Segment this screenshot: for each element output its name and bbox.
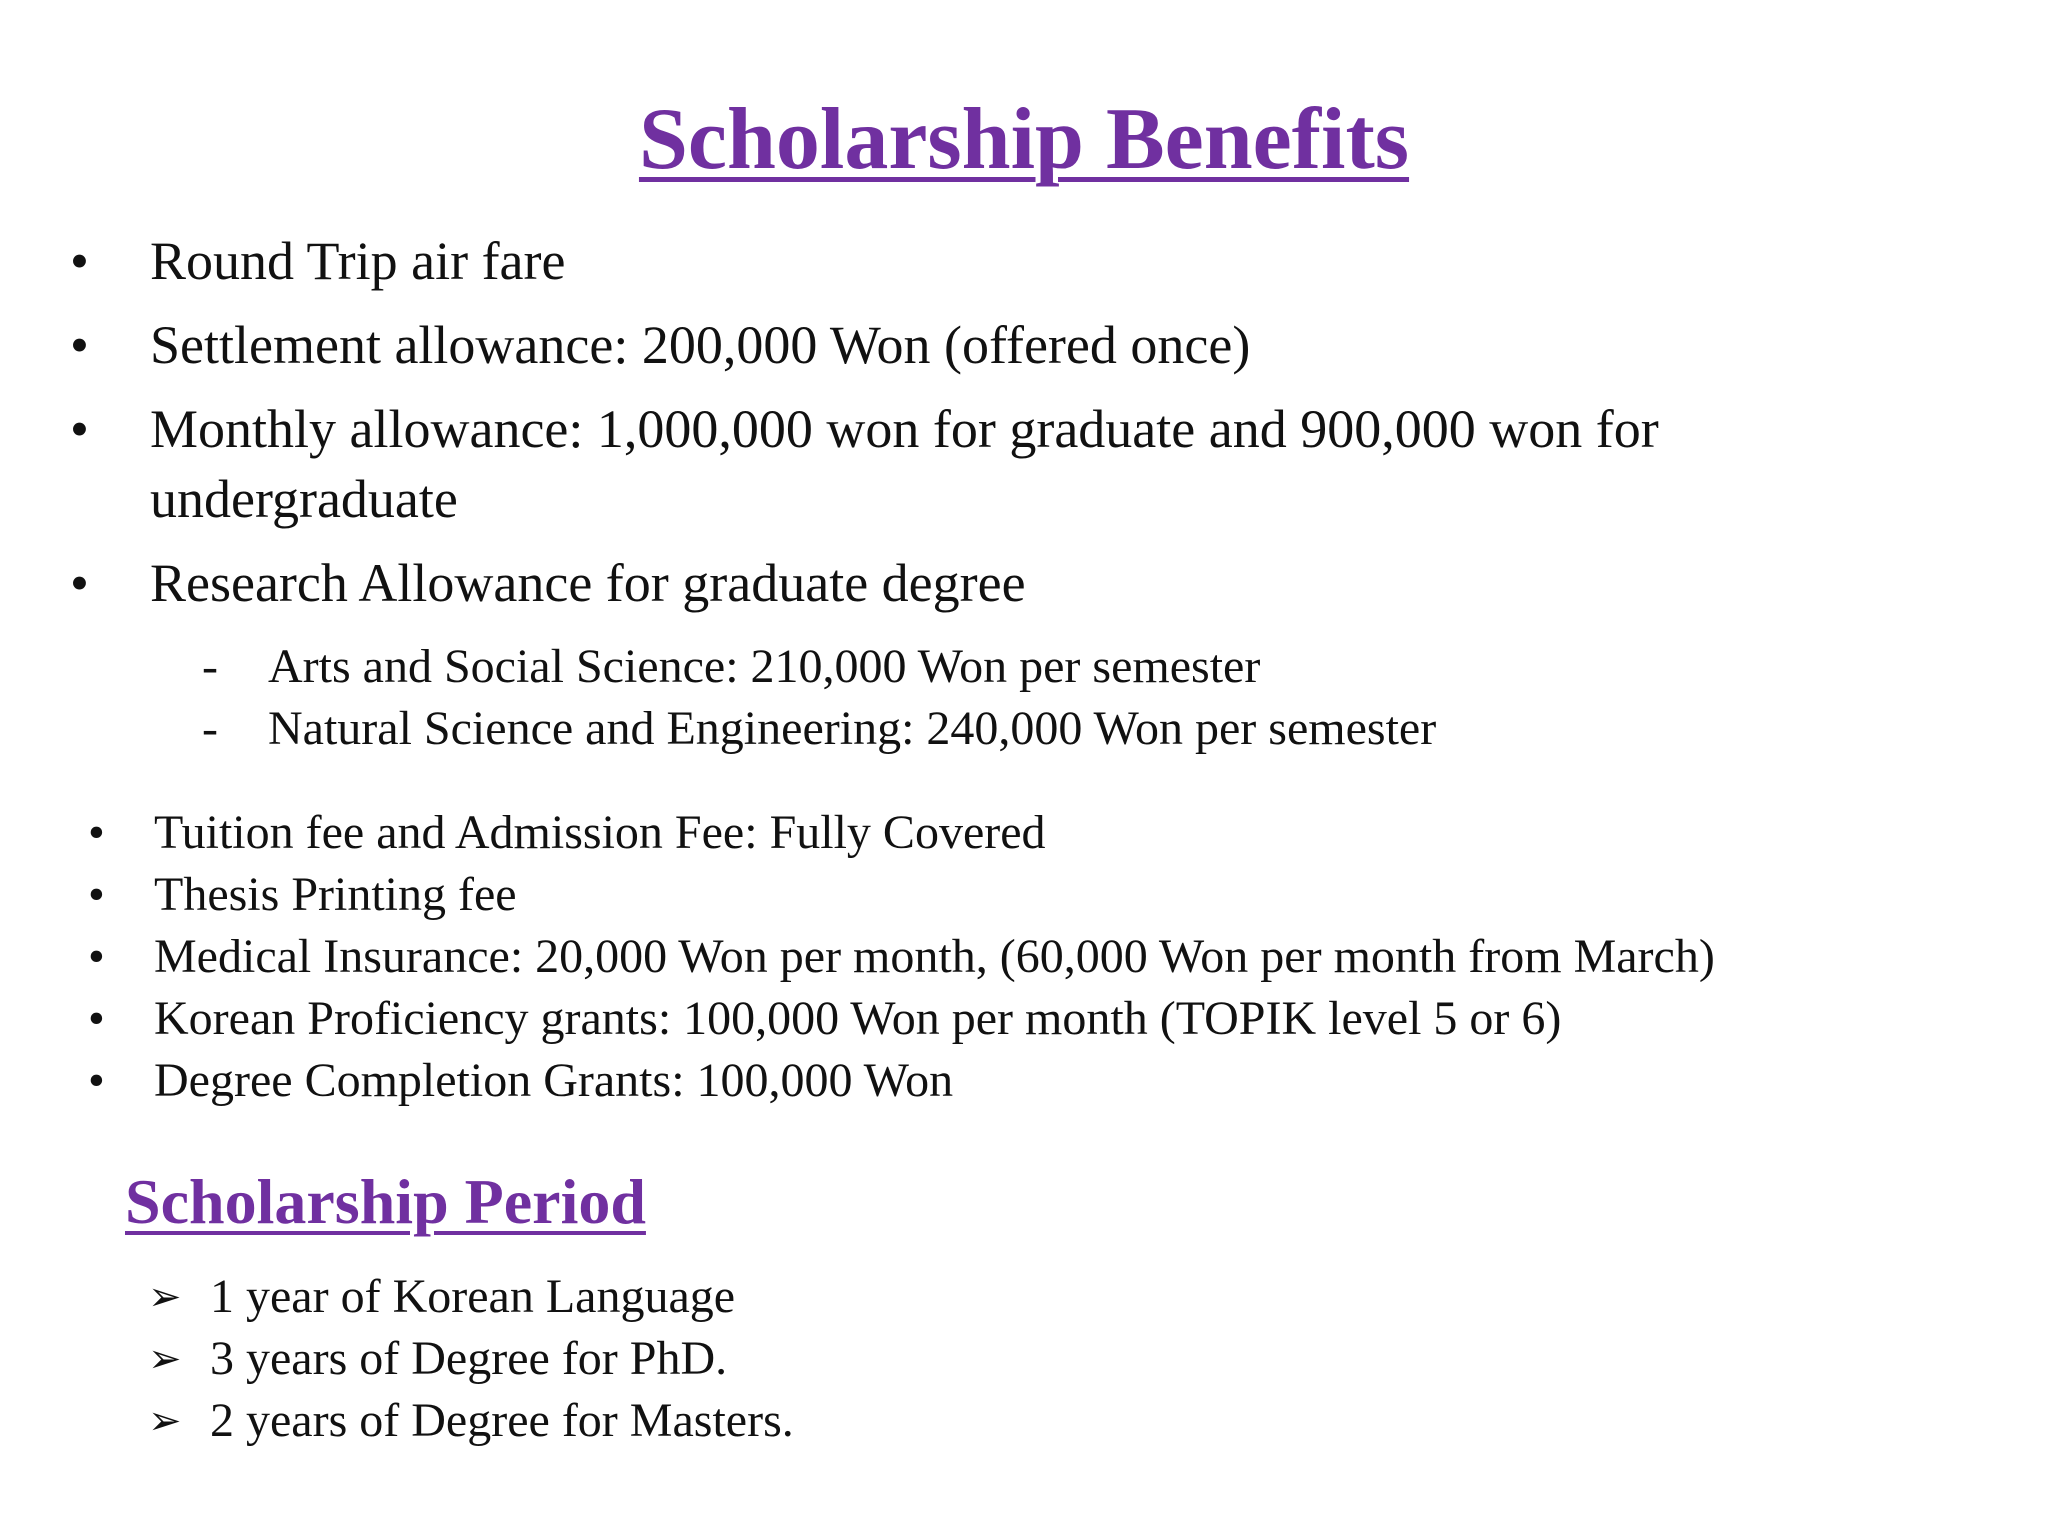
benefit-text: Thesis Printing fee bbox=[154, 868, 517, 921]
benefits-list bbox=[70, 226, 1970, 632]
list-item bbox=[148, 1390, 794, 1452]
benefit-text: Monthly allowance: 1,000,000 won for graduate and 900,000 won for undergraduate bbox=[150, 399, 1659, 529]
period-heading bbox=[125, 1166, 646, 1237]
bullet-icon: • bbox=[88, 1054, 105, 1107]
period-text: 2 years of Degree for Masters. bbox=[210, 1394, 794, 1447]
page-title bbox=[0, 91, 2048, 188]
bullet-icon: • bbox=[70, 231, 89, 291]
list-item bbox=[202, 698, 1436, 760]
list-item bbox=[202, 636, 1436, 698]
list-item bbox=[70, 310, 1970, 380]
bullet-icon: • bbox=[70, 553, 89, 613]
bullet-icon: • bbox=[88, 868, 105, 921]
period-heading-text: Scholarship Period bbox=[125, 1166, 646, 1237]
research-allowance-text: Natural Science and Engineering: 240,000 Won per semester bbox=[268, 702, 1437, 755]
list-item bbox=[88, 1050, 1715, 1112]
benefit-text: Degree Completion Grants: 100,000 Won bbox=[154, 1054, 954, 1107]
list-item bbox=[88, 926, 1715, 988]
period-list bbox=[148, 1266, 794, 1452]
list-item bbox=[70, 548, 1970, 618]
research-allowance-text: Arts and Social Science: 210,000 Won per semester bbox=[268, 640, 1261, 693]
benefit-text: Research Allowance for graduate degree bbox=[150, 553, 1026, 613]
dash-icon: - bbox=[202, 702, 218, 755]
bullet-icon: • bbox=[70, 315, 89, 375]
bullet-icon: • bbox=[88, 930, 105, 983]
list-item bbox=[70, 394, 1850, 534]
other-benefits-list bbox=[88, 802, 1715, 1112]
benefit-text: Korean Proficiency grants: 100,000 Won per month (TOPIK level 5 or 6) bbox=[154, 992, 1562, 1045]
bullet-icon: • bbox=[88, 806, 105, 859]
research-allowance-list bbox=[202, 636, 1436, 760]
benefit-text: Medical Insurance: 20,000 Won per month, (60,000 Won per month from March) bbox=[154, 930, 1715, 983]
dash-icon: - bbox=[202, 640, 218, 693]
list-item bbox=[148, 1328, 794, 1390]
benefit-text: Tuition fee and Admission Fee: Fully Covered bbox=[154, 806, 1046, 859]
bullet-icon: • bbox=[88, 992, 105, 1045]
benefit-text: Round Trip air fare bbox=[150, 231, 566, 291]
arrow-icon: ➢ bbox=[148, 1336, 182, 1382]
bullet-icon: • bbox=[70, 399, 89, 459]
list-item bbox=[88, 802, 1715, 864]
list-item bbox=[70, 226, 1970, 296]
period-text: 3 years of Degree for PhD. bbox=[210, 1332, 728, 1385]
page-title-text: Scholarship Benefits bbox=[638, 91, 1410, 188]
list-item bbox=[88, 988, 1715, 1050]
period-text: 1 year of Korean Language bbox=[210, 1270, 736, 1323]
arrow-icon: ➢ bbox=[148, 1274, 182, 1320]
list-item bbox=[148, 1266, 794, 1328]
benefit-text: Settlement allowance: 200,000 Won (offered once) bbox=[150, 315, 1251, 375]
arrow-icon: ➢ bbox=[148, 1398, 182, 1444]
list-item bbox=[88, 864, 1715, 926]
